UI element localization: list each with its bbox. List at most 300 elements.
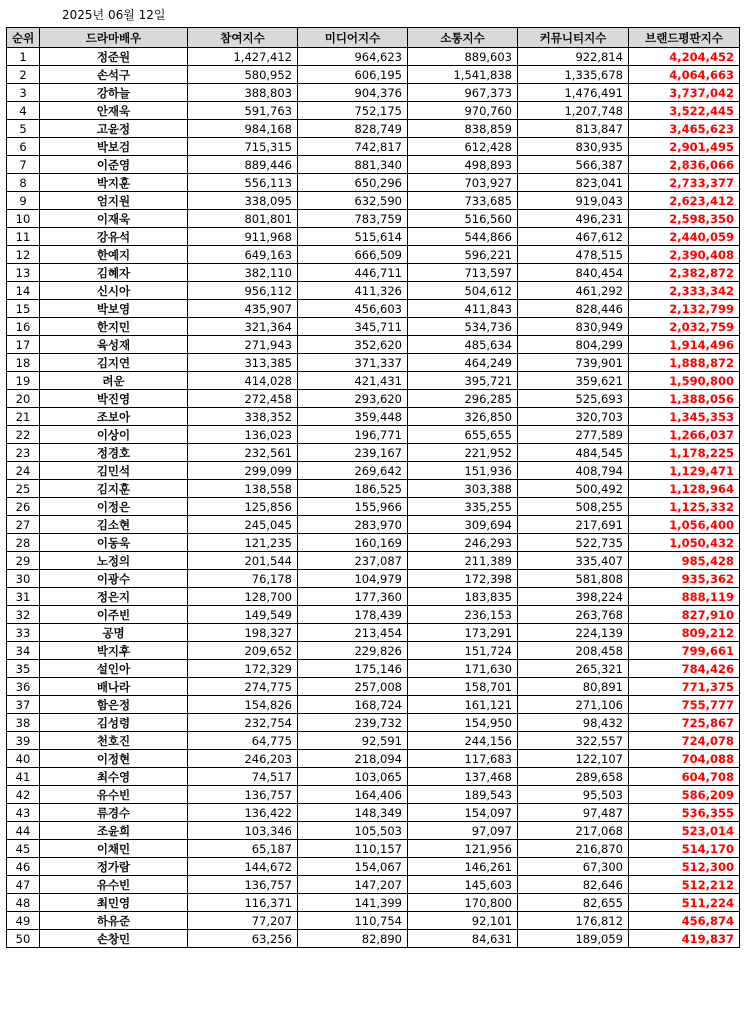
- media-cell: 352,620: [298, 336, 408, 354]
- actor-name-cell: 이준영: [40, 156, 188, 174]
- table-row: [7, 894, 740, 912]
- participation-cell: 232,754: [188, 714, 298, 732]
- brand-index-cell: 3,522,445: [629, 102, 740, 120]
- rank-cell: 6: [7, 138, 40, 156]
- community-cell: 828,446: [518, 300, 629, 318]
- brand-index-cell: 2,333,342: [629, 282, 740, 300]
- table-row: [7, 822, 740, 840]
- actor-name-cell: 류경수: [40, 804, 188, 822]
- brand-index-cell: 1,914,496: [629, 336, 740, 354]
- table-row: [7, 228, 740, 246]
- community-cell: 922,814: [518, 48, 629, 66]
- actor-name-cell: 이동욱: [40, 534, 188, 552]
- community-cell: 840,454: [518, 264, 629, 282]
- table-row: [7, 714, 740, 732]
- media-cell: 371,337: [298, 354, 408, 372]
- report-date: 2025년 06월 12일: [62, 8, 166, 22]
- actor-name-cell: 김혜자: [40, 264, 188, 282]
- actor-name-cell: 박보영: [40, 300, 188, 318]
- media-cell: 164,406: [298, 786, 408, 804]
- table-row: [7, 426, 740, 444]
- brand-index-cell: 1,888,872: [629, 354, 740, 372]
- media-cell: 175,146: [298, 660, 408, 678]
- community-cell: 398,224: [518, 588, 629, 606]
- actor-name-cell: 최민영: [40, 894, 188, 912]
- rank-cell: 16: [7, 318, 40, 336]
- communication-cell: 189,543: [408, 786, 518, 804]
- brand-index-cell: 514,170: [629, 840, 740, 858]
- participation-cell: 201,544: [188, 552, 298, 570]
- participation-cell: 65,187: [188, 840, 298, 858]
- participation-cell: 801,801: [188, 210, 298, 228]
- brand-index-cell: 935,362: [629, 570, 740, 588]
- brand-index-cell: 419,837: [629, 930, 740, 948]
- rank-cell: 2: [7, 66, 40, 84]
- communication-cell: 516,560: [408, 210, 518, 228]
- actor-name-cell: 김소현: [40, 516, 188, 534]
- community-cell: 122,107: [518, 750, 629, 768]
- table-row: [7, 210, 740, 228]
- media-cell: 742,817: [298, 138, 408, 156]
- community-cell: 97,487: [518, 804, 629, 822]
- communication-cell: 544,866: [408, 228, 518, 246]
- media-cell: 632,590: [298, 192, 408, 210]
- media-cell: 110,754: [298, 912, 408, 930]
- participation-cell: 103,346: [188, 822, 298, 840]
- community-cell: 265,321: [518, 660, 629, 678]
- community-cell: 408,794: [518, 462, 629, 480]
- table-row: [7, 120, 740, 138]
- rank-cell: 32: [7, 606, 40, 624]
- brand-index-cell: 1,266,037: [629, 426, 740, 444]
- media-cell: 178,439: [298, 606, 408, 624]
- rank-cell: 30: [7, 570, 40, 588]
- table-row: [7, 390, 740, 408]
- actor-name-cell: 손석구: [40, 66, 188, 84]
- table-row: [7, 912, 740, 930]
- rank-cell: 1: [7, 48, 40, 66]
- table-row: [7, 606, 740, 624]
- communication-cell: 703,927: [408, 174, 518, 192]
- rank-cell: 10: [7, 210, 40, 228]
- rank-cell: 36: [7, 678, 40, 696]
- communication-cell: 92,101: [408, 912, 518, 930]
- rank-cell: 14: [7, 282, 40, 300]
- table-row: [7, 678, 740, 696]
- brand-index-cell: 2,382,872: [629, 264, 740, 282]
- participation-cell: 198,327: [188, 624, 298, 642]
- actor-name-cell: 설인아: [40, 660, 188, 678]
- brand-index-cell: 3,737,042: [629, 84, 740, 102]
- actor-name-cell: 박진영: [40, 390, 188, 408]
- community-cell: 467,612: [518, 228, 629, 246]
- brand-index-cell: 1,178,225: [629, 444, 740, 462]
- media-cell: 168,724: [298, 696, 408, 714]
- table-row: [7, 444, 740, 462]
- media-cell: 177,360: [298, 588, 408, 606]
- community-cell: 82,655: [518, 894, 629, 912]
- brand-index-cell: 2,032,759: [629, 318, 740, 336]
- communication-cell: 154,097: [408, 804, 518, 822]
- participation-cell: 649,163: [188, 246, 298, 264]
- communication-cell: 655,655: [408, 426, 518, 444]
- table-body: [7, 48, 740, 948]
- communication-cell: 146,261: [408, 858, 518, 876]
- brand-index-cell: 3,465,623: [629, 120, 740, 138]
- table-row: [7, 804, 740, 822]
- rank-cell: 12: [7, 246, 40, 264]
- community-cell: 335,407: [518, 552, 629, 570]
- communication-cell: 504,612: [408, 282, 518, 300]
- brand-index-cell: 1,125,332: [629, 498, 740, 516]
- rank-cell: 50: [7, 930, 40, 948]
- actor-name-cell: 정은지: [40, 588, 188, 606]
- brand-index-cell: 827,910: [629, 606, 740, 624]
- actor-name-cell: 함은정: [40, 696, 188, 714]
- actor-name-cell: 이상이: [40, 426, 188, 444]
- media-cell: 154,067: [298, 858, 408, 876]
- communication-cell: 498,893: [408, 156, 518, 174]
- community-cell: 813,847: [518, 120, 629, 138]
- participation-cell: 136,422: [188, 804, 298, 822]
- actor-name-cell: 최수영: [40, 768, 188, 786]
- community-cell: 522,735: [518, 534, 629, 552]
- actor-name-cell: 조윤희: [40, 822, 188, 840]
- rank-cell: 38: [7, 714, 40, 732]
- participation-cell: 172,329: [188, 660, 298, 678]
- table-row: [7, 534, 740, 552]
- table-row: [7, 552, 740, 570]
- communication-cell: 84,631: [408, 930, 518, 948]
- media-cell: 110,157: [298, 840, 408, 858]
- brand-index-cell: 799,661: [629, 642, 740, 660]
- actor-name-cell: 손창민: [40, 930, 188, 948]
- media-cell: 237,087: [298, 552, 408, 570]
- media-cell: 904,376: [298, 84, 408, 102]
- communication-cell: 117,683: [408, 750, 518, 768]
- participation-cell: 144,672: [188, 858, 298, 876]
- communication-cell: 612,428: [408, 138, 518, 156]
- communication-cell: 183,835: [408, 588, 518, 606]
- table-row: [7, 84, 740, 102]
- participation-cell: 715,315: [188, 138, 298, 156]
- table-row: [7, 642, 740, 660]
- participation-cell: 274,775: [188, 678, 298, 696]
- participation-cell: 271,943: [188, 336, 298, 354]
- community-cell: 823,041: [518, 174, 629, 192]
- table-row: [7, 588, 740, 606]
- media-cell: 239,732: [298, 714, 408, 732]
- rank-cell: 24: [7, 462, 40, 480]
- brand-index-cell: 2,623,412: [629, 192, 740, 210]
- table-row: [7, 66, 740, 84]
- actor-name-cell: 김민석: [40, 462, 188, 480]
- brand-index-cell: 771,375: [629, 678, 740, 696]
- participation-cell: 984,168: [188, 120, 298, 138]
- table-row: [7, 768, 740, 786]
- table-row: [7, 462, 740, 480]
- table-row: [7, 138, 740, 156]
- actor-name-cell: 김지연: [40, 354, 188, 372]
- community-cell: 830,935: [518, 138, 629, 156]
- community-cell: 484,545: [518, 444, 629, 462]
- communication-cell: 309,694: [408, 516, 518, 534]
- participation-cell: 154,826: [188, 696, 298, 714]
- communication-cell: 121,956: [408, 840, 518, 858]
- community-cell: 478,515: [518, 246, 629, 264]
- community-cell: 739,901: [518, 354, 629, 372]
- actor-name-cell: 배나라: [40, 678, 188, 696]
- communication-cell: 154,950: [408, 714, 518, 732]
- participation-cell: 246,203: [188, 750, 298, 768]
- media-cell: 293,620: [298, 390, 408, 408]
- rank-cell: 47: [7, 876, 40, 894]
- rank-cell: 18: [7, 354, 40, 372]
- communication-cell: 296,285: [408, 390, 518, 408]
- media-cell: 421,431: [298, 372, 408, 390]
- media-cell: 456,603: [298, 300, 408, 318]
- actor-name-cell: 려운: [40, 372, 188, 390]
- community-cell: 1,207,748: [518, 102, 629, 120]
- communication-cell: 151,936: [408, 462, 518, 480]
- community-cell: 98,432: [518, 714, 629, 732]
- rank-cell: 35: [7, 660, 40, 678]
- table-row: [7, 696, 740, 714]
- brand-index-cell: 511,224: [629, 894, 740, 912]
- actor-name-cell: 정준원: [40, 48, 188, 66]
- participation-cell: 313,385: [188, 354, 298, 372]
- community-cell: 289,658: [518, 768, 629, 786]
- participation-cell: 580,952: [188, 66, 298, 84]
- rank-cell: 22: [7, 426, 40, 444]
- brand-index-cell: 985,428: [629, 552, 740, 570]
- actor-name-cell: 안재욱: [40, 102, 188, 120]
- community-cell: 500,492: [518, 480, 629, 498]
- rank-cell: 28: [7, 534, 40, 552]
- media-cell: 881,340: [298, 156, 408, 174]
- brand-index-cell: 586,209: [629, 786, 740, 804]
- participation-cell: 956,112: [188, 282, 298, 300]
- rank-cell: 43: [7, 804, 40, 822]
- rank-cell: 31: [7, 588, 40, 606]
- brand-index-cell: 604,708: [629, 768, 740, 786]
- media-cell: 155,966: [298, 498, 408, 516]
- participation-cell: 136,757: [188, 786, 298, 804]
- rank-cell: 49: [7, 912, 40, 930]
- actor-name-cell: 노정의: [40, 552, 188, 570]
- table-row: [7, 840, 740, 858]
- media-cell: 411,326: [298, 282, 408, 300]
- actor-name-cell: 이재욱: [40, 210, 188, 228]
- table-row: [7, 318, 740, 336]
- media-cell: 229,826: [298, 642, 408, 660]
- rank-cell: 23: [7, 444, 40, 462]
- rank-cell: 11: [7, 228, 40, 246]
- actor-name-cell: 엄지원: [40, 192, 188, 210]
- participation-cell: 338,095: [188, 192, 298, 210]
- communication-cell: 246,293: [408, 534, 518, 552]
- communication-cell: 221,952: [408, 444, 518, 462]
- media-cell: 666,509: [298, 246, 408, 264]
- brand-index-cell: 1,345,353: [629, 408, 740, 426]
- actor-name-cell: 강유석: [40, 228, 188, 246]
- participation-cell: 388,803: [188, 84, 298, 102]
- rank-cell: 21: [7, 408, 40, 426]
- participation-cell: 136,023: [188, 426, 298, 444]
- brand-index-cell: 1,590,800: [629, 372, 740, 390]
- community-cell: 359,621: [518, 372, 629, 390]
- actor-name-cell: 박지훈: [40, 174, 188, 192]
- participation-cell: 116,371: [188, 894, 298, 912]
- actor-name-cell: 박보검: [40, 138, 188, 156]
- table-row: [7, 858, 740, 876]
- actor-name-cell: 신시아: [40, 282, 188, 300]
- table-row: [7, 516, 740, 534]
- media-cell: 606,195: [298, 66, 408, 84]
- participation-cell: 245,045: [188, 516, 298, 534]
- media-cell: 218,094: [298, 750, 408, 768]
- table-row: [7, 876, 740, 894]
- communication-cell: 967,373: [408, 84, 518, 102]
- communication-cell: 1,541,838: [408, 66, 518, 84]
- media-cell: 141,399: [298, 894, 408, 912]
- rank-cell: 42: [7, 786, 40, 804]
- table-row: [7, 300, 740, 318]
- header-media-index: 미디어지수: [298, 28, 408, 48]
- rank-cell: 26: [7, 498, 40, 516]
- participation-cell: 1,427,412: [188, 48, 298, 66]
- communication-cell: 326,850: [408, 408, 518, 426]
- communication-cell: 173,291: [408, 624, 518, 642]
- actor-name-cell: 이채민: [40, 840, 188, 858]
- header-brand-reputation-index: 브랜드평판지수: [629, 28, 740, 48]
- communication-cell: 172,398: [408, 570, 518, 588]
- participation-cell: 911,968: [188, 228, 298, 246]
- participation-cell: 63,256: [188, 930, 298, 948]
- rank-cell: 17: [7, 336, 40, 354]
- community-cell: 320,703: [518, 408, 629, 426]
- table-row: [7, 498, 740, 516]
- media-cell: 239,167: [298, 444, 408, 462]
- brand-index-cell: 536,355: [629, 804, 740, 822]
- actor-name-cell: 이광수: [40, 570, 188, 588]
- table-row: [7, 102, 740, 120]
- community-cell: 82,646: [518, 876, 629, 894]
- community-cell: 189,059: [518, 930, 629, 948]
- brand-index-cell: 1,056,400: [629, 516, 740, 534]
- brand-index-cell: 1,129,471: [629, 462, 740, 480]
- table-row: [7, 282, 740, 300]
- community-cell: 496,231: [518, 210, 629, 228]
- table-row: [7, 660, 740, 678]
- brand-index-cell: 724,078: [629, 732, 740, 750]
- header-community-index: 커뮤니티지수: [518, 28, 629, 48]
- media-cell: 92,591: [298, 732, 408, 750]
- actor-name-cell: 조보아: [40, 408, 188, 426]
- community-cell: 224,139: [518, 624, 629, 642]
- brand-index-cell: 523,014: [629, 822, 740, 840]
- media-cell: 650,296: [298, 174, 408, 192]
- actor-name-cell: 천호진: [40, 732, 188, 750]
- actor-name-cell: 강하늘: [40, 84, 188, 102]
- media-cell: 283,970: [298, 516, 408, 534]
- media-cell: 359,448: [298, 408, 408, 426]
- rank-cell: 8: [7, 174, 40, 192]
- participation-cell: 232,561: [188, 444, 298, 462]
- media-cell: 828,749: [298, 120, 408, 138]
- participation-cell: 74,517: [188, 768, 298, 786]
- community-cell: 919,043: [518, 192, 629, 210]
- communication-cell: 970,760: [408, 102, 518, 120]
- media-cell: 515,614: [298, 228, 408, 246]
- participation-cell: 76,178: [188, 570, 298, 588]
- participation-cell: 136,757: [188, 876, 298, 894]
- community-cell: 271,106: [518, 696, 629, 714]
- communication-cell: 211,389: [408, 552, 518, 570]
- participation-cell: 556,113: [188, 174, 298, 192]
- table-row: [7, 624, 740, 642]
- communication-cell: 244,156: [408, 732, 518, 750]
- actor-name-cell: 이정은: [40, 498, 188, 516]
- communication-cell: 733,685: [408, 192, 518, 210]
- participation-cell: 414,028: [188, 372, 298, 390]
- brand-index-cell: 2,836,066: [629, 156, 740, 174]
- community-cell: 67,300: [518, 858, 629, 876]
- actor-name-cell: 정경호: [40, 444, 188, 462]
- table-row: [7, 264, 740, 282]
- media-cell: 213,454: [298, 624, 408, 642]
- participation-cell: 889,446: [188, 156, 298, 174]
- rank-cell: 44: [7, 822, 40, 840]
- communication-cell: 838,859: [408, 120, 518, 138]
- communication-cell: 303,388: [408, 480, 518, 498]
- brand-index-cell: 755,777: [629, 696, 740, 714]
- rank-cell: 3: [7, 84, 40, 102]
- table-header-row: [7, 28, 740, 48]
- actor-name-cell: 육성재: [40, 336, 188, 354]
- community-cell: 322,557: [518, 732, 629, 750]
- rank-cell: 41: [7, 768, 40, 786]
- community-cell: 176,812: [518, 912, 629, 930]
- media-cell: 964,623: [298, 48, 408, 66]
- actor-name-cell: 고윤정: [40, 120, 188, 138]
- participation-cell: 272,458: [188, 390, 298, 408]
- table-row: [7, 156, 740, 174]
- brand-index-cell: 1,128,964: [629, 480, 740, 498]
- media-cell: 103,065: [298, 768, 408, 786]
- actor-name-cell: 김지훈: [40, 480, 188, 498]
- table-row: [7, 732, 740, 750]
- community-cell: 277,589: [518, 426, 629, 444]
- actor-name-cell: 정가람: [40, 858, 188, 876]
- brand-reputation-table: [6, 27, 740, 948]
- brand-index-cell: 2,440,059: [629, 228, 740, 246]
- rank-cell: 20: [7, 390, 40, 408]
- table-row: [7, 48, 740, 66]
- rank-cell: 39: [7, 732, 40, 750]
- participation-cell: 121,235: [188, 534, 298, 552]
- actor-name-cell: 김성령: [40, 714, 188, 732]
- participation-cell: 299,099: [188, 462, 298, 480]
- participation-cell: 64,775: [188, 732, 298, 750]
- participation-cell: 435,907: [188, 300, 298, 318]
- rank-cell: 48: [7, 894, 40, 912]
- brand-index-cell: 1,050,432: [629, 534, 740, 552]
- community-cell: 263,768: [518, 606, 629, 624]
- media-cell: 82,890: [298, 930, 408, 948]
- table-row: [7, 786, 740, 804]
- actor-name-cell: 하유준: [40, 912, 188, 930]
